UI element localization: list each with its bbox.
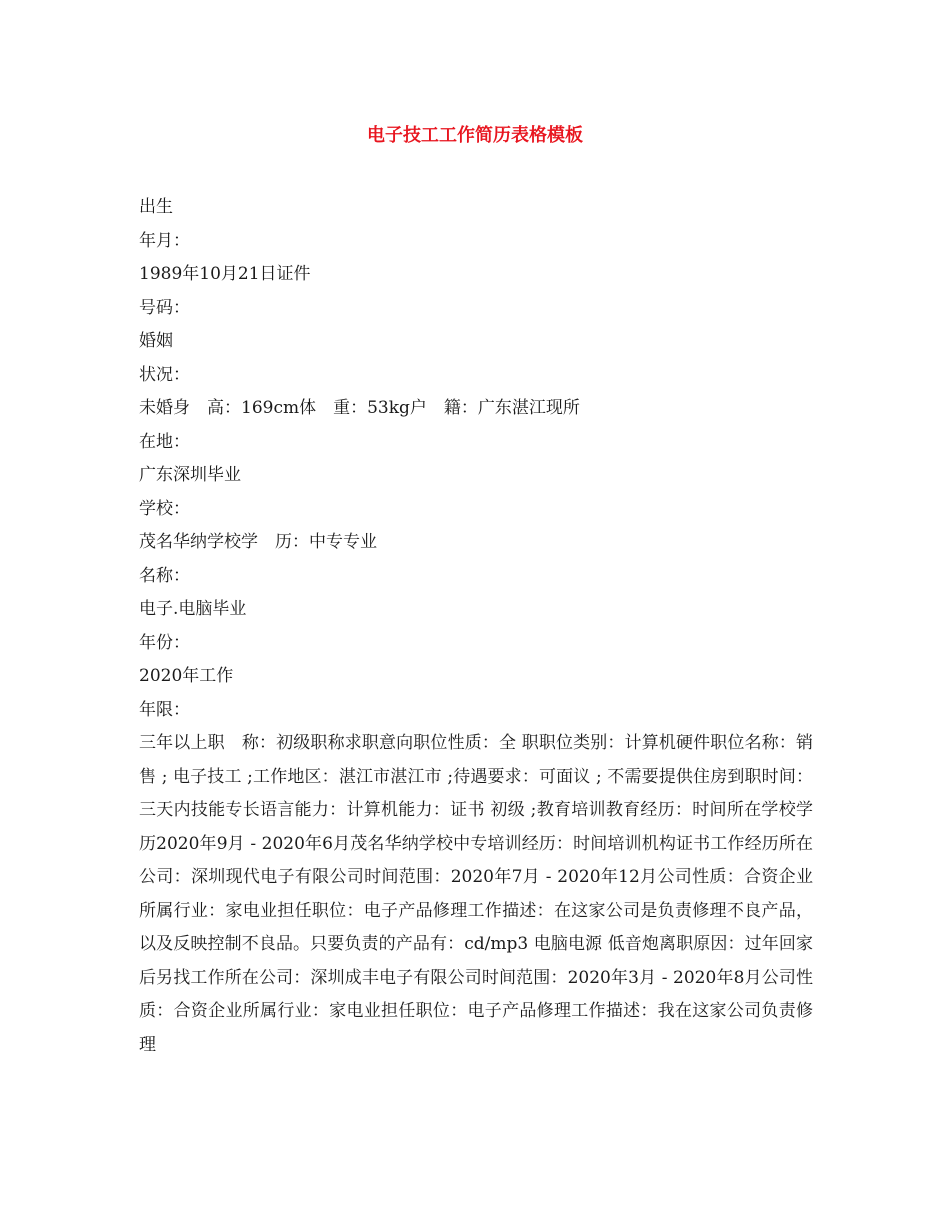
- text-line: 2020年工作: [139, 666, 234, 686]
- text-line: 电子.电脑毕业: [139, 599, 247, 619]
- text-line: 在地：: [139, 431, 190, 452]
- text-line: 年月：: [139, 230, 190, 251]
- document-body: [139, 191, 813, 1062]
- text-line: 年限：: [139, 699, 190, 720]
- text-line: 未婚身 高：169cm体 重：53kg户 籍：广东湛江现所: [139, 398, 580, 418]
- text-line: 状况：: [139, 364, 190, 385]
- text-line: 婚姻: [139, 331, 173, 351]
- text-line: 学校：: [139, 498, 190, 519]
- document-title: 电子技工工作简历表格模板: [367, 125, 583, 146]
- text-line: 茂名华纳学校学 历：中专专业: [139, 532, 377, 552]
- text-line: 名称：: [139, 565, 190, 586]
- text-line: 出生: [139, 197, 173, 217]
- text-line: 1989年10月21日证件: [139, 264, 311, 284]
- text-line: 号码：: [139, 297, 190, 318]
- body-paragraph: 三年以上职 称：初级职称求职意向职位性质：全 职职位类别：计算机硬件职位名称：销售 ; 电子技工 ;工作地区：湛江市湛江市 ;待遇要求：可面议 ; 不需要提供住房到职时间：三天内技能专长语言能力：计算机能力：证书 初级 ;教育培训教育经历：时间所在学校学历2020年9月 - 2020年6月茂名华纳学校中专培训经历：时间培训机构证书工作经历所在公司：深圳现代电子有限公司时间范围：2020年7月 - 2020年12月公司性质：合资企业所属行业：家电业担任职位：电子产品修理工作描述：在这家公司是负责修理不良产品，以及反映控制不良品。只要负责的产品有：cd/mp3 电脑电源 低音炮离职原因：过年回家后另找工作所在公司：深圳成丰电子有限公司时间范围：2020年3月 - 2020年8月公司性质：合资企业所属行业：家电业担任职位：电子产品修理工作描述：我在这家公司负责修理: [139, 733, 813, 1055]
- text-line: 广东深圳毕业: [139, 465, 241, 485]
- text-line: 年份：: [139, 632, 190, 653]
